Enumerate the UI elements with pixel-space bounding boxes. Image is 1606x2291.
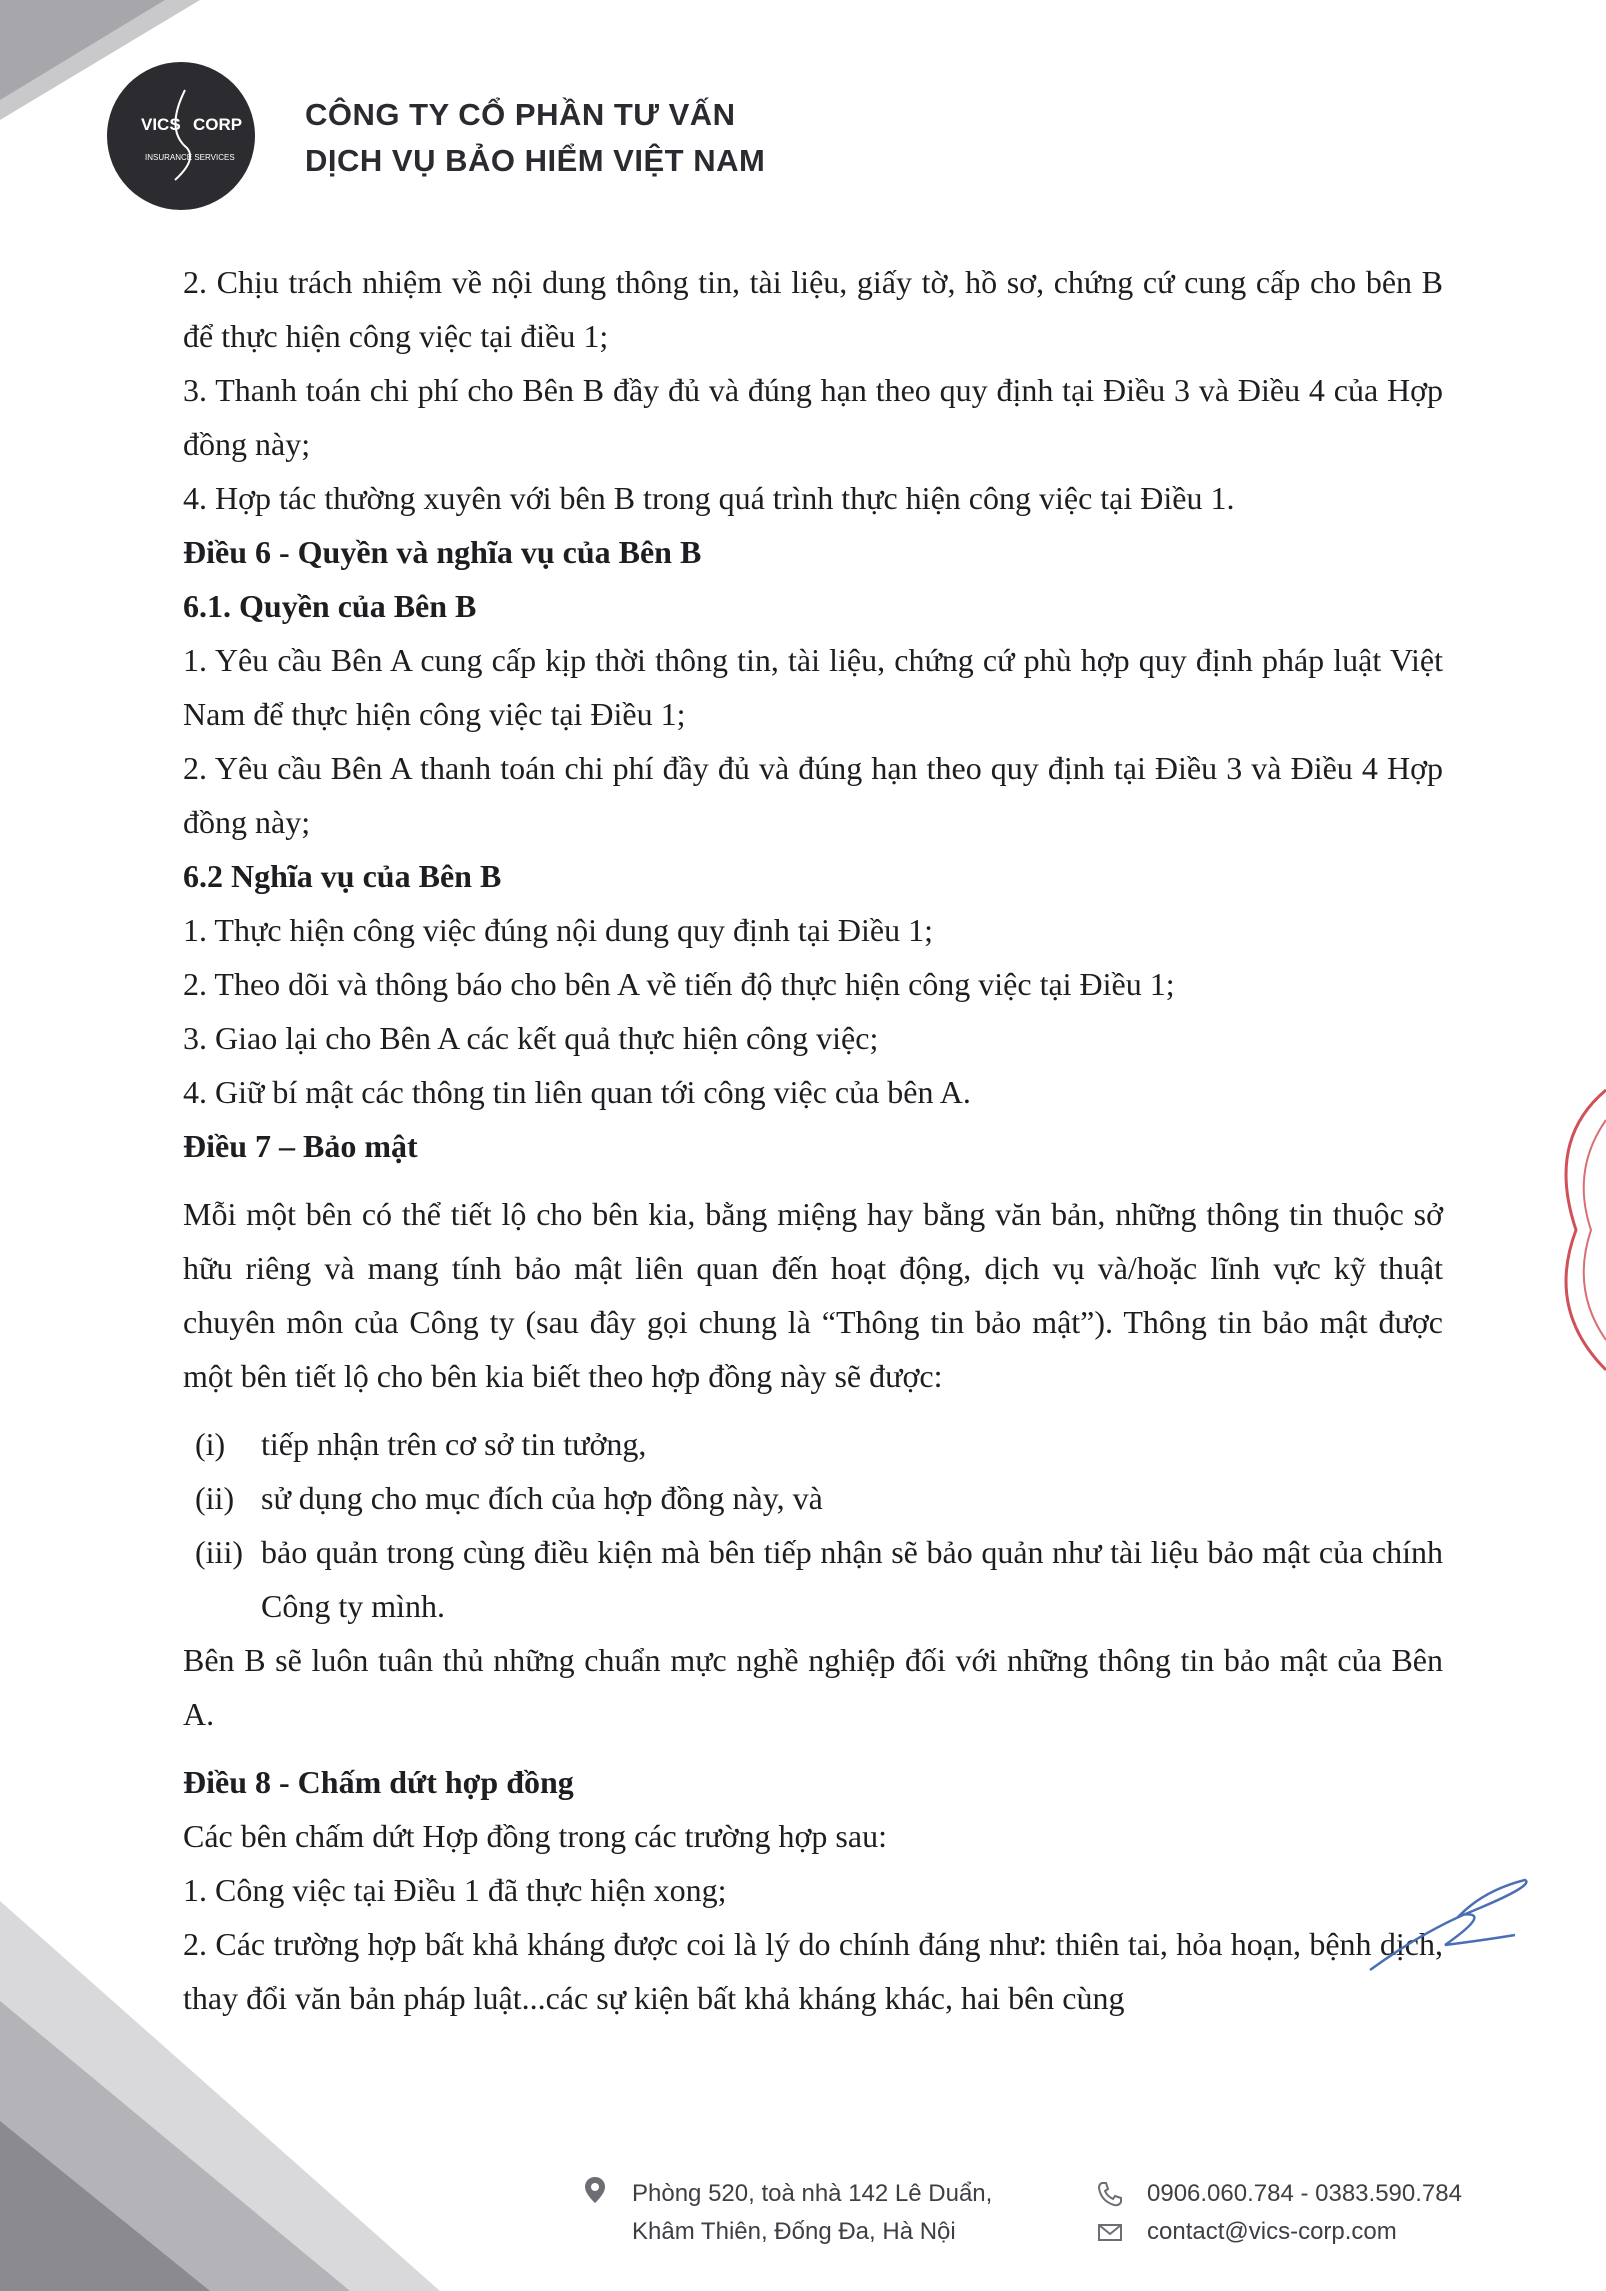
footer-phone-row bbox=[1095, 2175, 1462, 2213]
footer-address bbox=[580, 2175, 992, 2251]
list-item bbox=[195, 1525, 1443, 1633]
phone-numbers[interactable]: 0906.060.784 - 0383.590.784 bbox=[1147, 2180, 1462, 2207]
company-logo bbox=[105, 60, 257, 212]
section-6-2-item-3: 3. Giao lại cho Bên A các kết quả thực hiện công việc; bbox=[183, 1020, 879, 1056]
list-item-number: (i) bbox=[195, 1426, 226, 1462]
list-item-text: sử dụng cho mục đích của hợp đồng này, và bbox=[261, 1480, 823, 1516]
section-6-1-item-2: 2. Yêu cầu Bên A thanh toán chi phí đầy đủ và đúng hạn theo quy định tại Điều 3 và Điều 4 Hợp đồng này; bbox=[183, 750, 1443, 840]
svg-text:VICS: VICS bbox=[141, 115, 181, 134]
confidentiality-list bbox=[183, 1417, 1443, 1633]
company-name bbox=[305, 92, 765, 184]
company-stamp-fragment bbox=[1536, 1080, 1606, 1380]
list-item bbox=[195, 1417, 1443, 1471]
footer bbox=[580, 2175, 1560, 2255]
section-6-2-item-2: 2. Theo dõi và thông báo cho bên A về tiến độ thực hiện công việc tại Điều 1; bbox=[183, 966, 1175, 1002]
party-a-obligation-2: 2. Chịu trách nhiệm về nội dung thông tin, tài liệu, giấy tờ, hồ sơ, chứng cứ cung cấp cho bên B để thực hiện công việc tại điều 1; bbox=[183, 264, 1443, 354]
section-6-2-item-4: 4. Giữ bí mật các thông tin liên quan tới công việc của bên A. bbox=[183, 1074, 971, 1110]
article-8-heading: Điều 8 - Chấm dứt hợp đồng bbox=[183, 1764, 574, 1800]
section-6-1-item-1: 1. Yêu cầu Bên A cung cấp kịp thời thông tin, tài liệu, chứng cứ phù hợp quy định pháp luật Việt Nam để thực hiện công việc tại Điều 1; bbox=[183, 642, 1443, 732]
section-6-2-item-1: 1. Thực hiện công việc đúng nội dung quy định tại Điều 1; bbox=[183, 912, 933, 948]
list-item-number: (iii) bbox=[195, 1534, 243, 1570]
svg-text:INSURANCE SERVICES: INSURANCE SERVICES bbox=[145, 153, 235, 162]
svg-text:CORP: CORP bbox=[193, 115, 243, 134]
party-a-obligation-3: 3. Thanh toán chi phí cho Bên B đầy đủ và đúng hạn theo quy định tại Điều 3 và Điều 4 của Hợp đồng này; bbox=[183, 372, 1443, 462]
article-8-intro: Các bên chấm dứt Hợp đồng trong các trường hợp sau: bbox=[183, 1818, 887, 1854]
signature bbox=[1365, 1870, 1535, 1980]
company-name-line1: CÔNG TY CỔ PHẦN TƯ VẤN bbox=[305, 97, 736, 132]
article-8-item-2: 2. Các trường hợp bất khả kháng được coi là lý do chính đáng như: thiên tai, hỏa hoạn, bệnh dịch, thay đổi văn bản pháp luật...các sự kiện bất khả kháng khác, hai bên cùng bbox=[183, 1926, 1443, 2016]
mail-icon bbox=[1095, 2217, 1125, 2247]
article-8-item-1: 1. Công việc tại Điều 1 đã thực hiện xong; bbox=[183, 1872, 727, 1908]
phone-icon bbox=[1095, 2179, 1125, 2209]
article-7-closing: Bên B sẽ luôn tuân thủ những chuẩn mực nghề nghiệp đối với những thông tin bảo mật của Bên A. bbox=[183, 1642, 1443, 1732]
address-line-1: Phòng 520, toà nhà 142 Lê Duẩn, bbox=[632, 2180, 993, 2207]
location-pin-icon bbox=[580, 2175, 610, 2205]
list-item-text: tiếp nhận trên cơ sở tin tưởng, bbox=[261, 1426, 647, 1462]
list-item-number: (ii) bbox=[195, 1480, 235, 1516]
company-name-line2: DỊCH VỤ BẢO HIỂM VIỆT NAM bbox=[305, 143, 766, 178]
contract-body bbox=[183, 255, 1443, 2025]
article-7-heading: Điều 7 – Bảo mật bbox=[183, 1128, 418, 1164]
list-item-text: bảo quản trong cùng điều kiện mà bên tiếp nhận sẽ bảo quản như tài liệu bảo mật của chính Công ty mình. bbox=[261, 1534, 1443, 1624]
footer-email-row bbox=[1095, 2213, 1462, 2251]
list-item bbox=[195, 1471, 1443, 1525]
address-line-2: Khâm Thiên, Đống Đa, Hà Nội bbox=[632, 2218, 956, 2245]
article-6-heading: Điều 6 - Quyền và nghĩa vụ của Bên B bbox=[183, 534, 702, 570]
section-6-2-heading: 6.2 Nghĩa vụ của Bên B bbox=[183, 858, 502, 894]
footer-contact bbox=[1095, 2175, 1462, 2251]
article-7-paragraph: Mỗi một bên có thể tiết lộ cho bên kia, bằng miệng hay bằng văn bản, những thông tin thuộc sở hữu riêng và mang tính bảo mật liên quan đến hoạt động, dịch vụ và/hoặc lĩnh vực kỹ thuật chuyên môn của Công ty (sau đây gọi chung là “Thông tin bảo mật”). Thông tin bảo mật được một bên tiết lộ cho bên kia biết theo hợp đồng này sẽ được: bbox=[183, 1196, 1443, 1394]
email-address[interactable]: contact@vics-corp.com bbox=[1147, 2218, 1397, 2245]
party-a-obligation-4: 4. Hợp tác thường xuyên với bên B trong quá trình thực hiện công việc tại Điều 1. bbox=[183, 480, 1235, 516]
section-6-1-heading: 6.1. Quyền của Bên B bbox=[183, 588, 477, 624]
